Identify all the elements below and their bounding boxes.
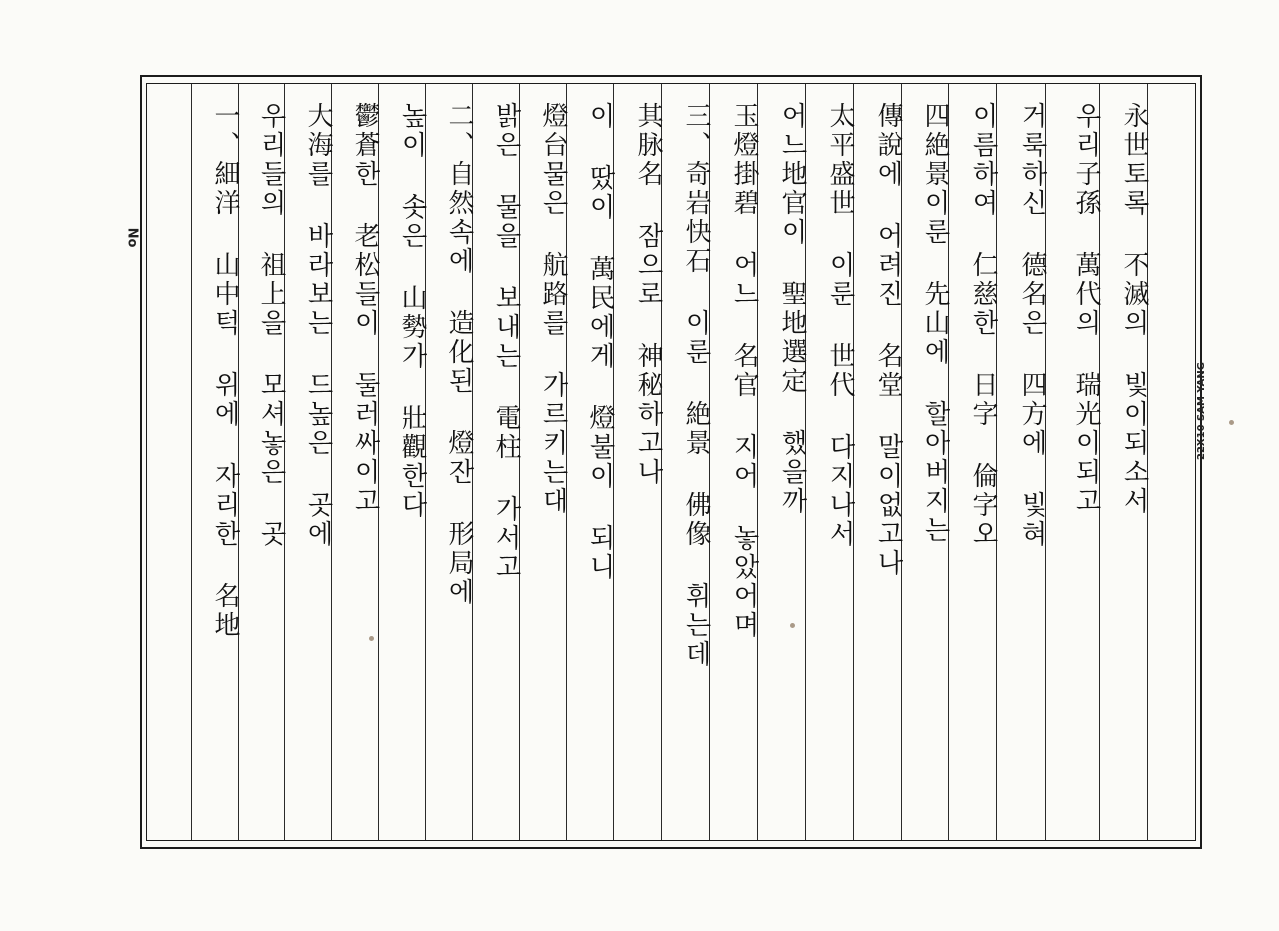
- column-18: [331, 84, 378, 840]
- line-19: 우리들의 祖上을 모셔놓은 곳: [256, 102, 286, 549]
- page-number-mark: No: [124, 227, 140, 248]
- line-9: 玉燈掛碧 어느 名官 지어 놓았어며: [729, 102, 759, 640]
- column-text: [426, 102, 472, 607]
- line-7: 太平盛世 이룬 世代 다지나서: [825, 102, 855, 549]
- line-6: 傳說에 어려진 名堂 말이없고나: [873, 102, 903, 578]
- paper-speck: [1229, 420, 1234, 425]
- line-2: 우리子孫 萬代의 瑞光이되고: [1071, 102, 1101, 516]
- line-14: 밝은 물을 보내는 電柱 가서고: [491, 102, 521, 582]
- column-11: [661, 84, 709, 840]
- paper-speck: [790, 623, 795, 628]
- paper-speck: [369, 636, 374, 641]
- column-text: [239, 102, 284, 549]
- column-12: [613, 84, 661, 840]
- line-4: 이름하여 仁慈한 日字 倫字오: [968, 102, 998, 549]
- paper-brand-label: 22X10 SAM YANG: [1196, 362, 1207, 460]
- column-21: [191, 84, 238, 840]
- line-8: 어느地官이 聖地選定 했을까: [777, 102, 807, 516]
- column-22: [147, 84, 191, 840]
- line-12: 이 땄이 萬民에게 燈불이 되니: [585, 102, 615, 582]
- line-1: 永世토록 不滅의 빛이되소서: [1119, 102, 1149, 516]
- column-text: [332, 102, 378, 516]
- column-13: [566, 84, 613, 840]
- column-text: [567, 102, 613, 582]
- column-text: [285, 102, 331, 549]
- column-text: [902, 102, 948, 545]
- line-11: 其脉名 잠으로 神秘하고나: [633, 102, 663, 487]
- line-17: 鬱蒼한 老松들이 둘러싸이고: [350, 102, 380, 516]
- line-20: 一、細洋 山中턱 위에 자리한 名地: [210, 102, 240, 640]
- column-20: [238, 84, 284, 840]
- column-text: [662, 102, 709, 669]
- column-14: [519, 84, 566, 840]
- column-text: [806, 102, 853, 549]
- column-text: [710, 102, 757, 640]
- column-text: [758, 102, 805, 516]
- column-15: [472, 84, 519, 840]
- column-7: [853, 84, 901, 840]
- column-4: [996, 84, 1045, 840]
- column-2: [1099, 84, 1147, 840]
- column-9: [757, 84, 805, 840]
- line-5: 四絶景이룬 先山에 할아버지는: [920, 102, 950, 545]
- column-text: [854, 102, 901, 578]
- column-6: [901, 84, 948, 840]
- column-text: [473, 102, 519, 582]
- column-8: [805, 84, 853, 840]
- column-5: [948, 84, 996, 840]
- column-text: [614, 102, 661, 487]
- column-text: [192, 102, 238, 640]
- column-text: [379, 102, 425, 520]
- line-3: 거룩하신 德名은 四方에 빛혀: [1017, 102, 1047, 549]
- column-text: [1100, 102, 1147, 516]
- column-text: [520, 102, 566, 516]
- column-10: [709, 84, 757, 840]
- column-text: [997, 102, 1045, 549]
- line-15: 二、自然속에 造化된 燈잔 形局에: [444, 102, 474, 607]
- column-17: [378, 84, 425, 840]
- line-13: 燈台물은 航路를 가르키는대: [538, 102, 568, 516]
- column-text: [1046, 102, 1099, 516]
- column-1: [1147, 84, 1195, 840]
- column-3: [1045, 84, 1099, 840]
- column-16: [425, 84, 472, 840]
- column-19: [284, 84, 331, 840]
- line-10: 三、奇岩快石 이룬 絶景 佛像 휘는데: [681, 102, 711, 669]
- line-16: 높이 솟은 山勢가 壯觀한다: [397, 102, 427, 520]
- line-18: 大海를 바라보는 드높은 곳에: [303, 102, 333, 549]
- column-text: [949, 102, 996, 549]
